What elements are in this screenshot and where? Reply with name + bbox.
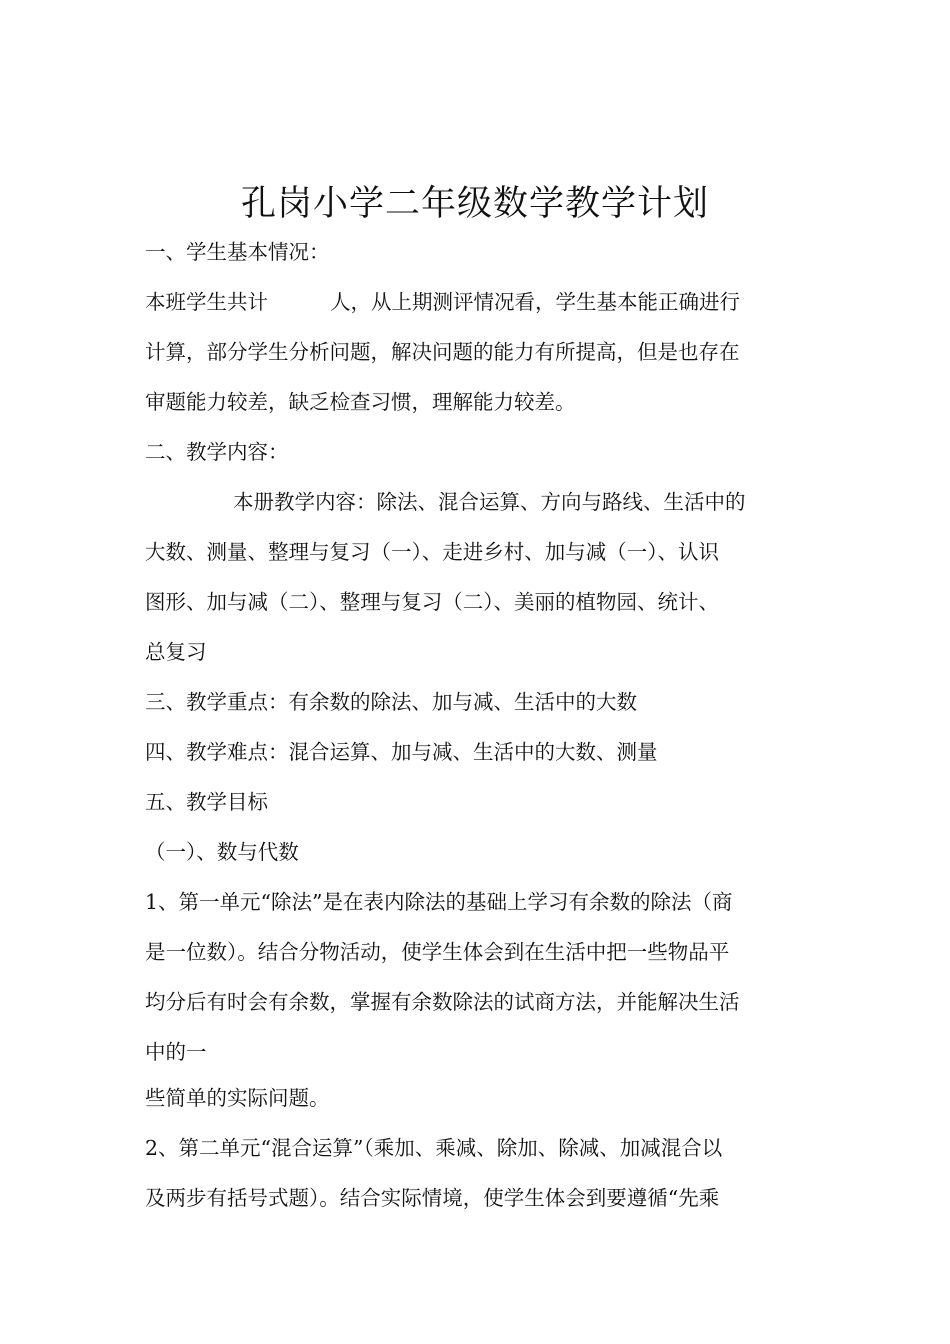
paragraph-text: 本班学生共计 — [145, 290, 268, 314]
paragraph-line: 审题能力较差，缺乏检查习惯，理解能力较差。 — [145, 390, 576, 414]
heading-teaching-content: 二、教学内容： — [145, 440, 289, 464]
paragraph-line: 2、第二单元“混合运算”（乘加、乘减、除加、除减、加减混合以 — [145, 1136, 723, 1160]
document-title: 孔岗小学二年级数学教学计划 — [240, 184, 709, 224]
heading-teaching-focus: 三、教学重点：有余数的除法、加与减、生活中的大数 — [145, 690, 637, 714]
paragraph-line: 是一位数）。结合分物活动，使学生体会到在生活中把一些物品平 — [145, 940, 730, 964]
paragraph-line: 计算，部分学生分析问题，解决问题的能力有所提高，但是也存在 — [145, 340, 740, 364]
paragraph-line: 图形、加与减（二）、整理与复习（二）、美丽的植物园、统计、 — [145, 590, 719, 614]
paragraph-line: 大数、测量、整理与复习（一）、走进乡村、加与减（一）、认识 — [145, 540, 719, 564]
heading-teaching-difficulty: 四、教学难点：混合运算、加与减、生活中的大数、测量 — [145, 740, 658, 764]
paragraph-line: 些简单的实际问题。 — [145, 1086, 330, 1110]
subheading-numbers-algebra: （一）、数与代数 — [145, 840, 299, 864]
paragraph-line: 及两步有括号式题）。结合实际情境，使学生体会到要遵循“先乘 — [145, 1186, 720, 1210]
paragraph-line — [145, 287, 825, 317]
paragraph-text: 人，从上期测评情况看，学生基本能正确进行 — [330, 290, 740, 314]
paragraph-line: 总复习 — [145, 640, 207, 664]
paragraph-line: 1、第一单元“除法”是在表内除法的基础上学习有余数的除法（商 — [145, 890, 733, 914]
paragraph-line: 中的一 — [145, 1040, 207, 1064]
heading-teaching-goals: 五、教学目标 — [145, 790, 268, 814]
paragraph-line: 本册教学内容：除法、混合运算、方向与路线、生活中的 — [233, 490, 746, 514]
paragraph-line: 均分后有时会有余数，掌握有余数除法的试商方法，并能解决生活 — [145, 990, 740, 1014]
heading-student-situation: 一、学生基本情况： — [145, 240, 330, 264]
